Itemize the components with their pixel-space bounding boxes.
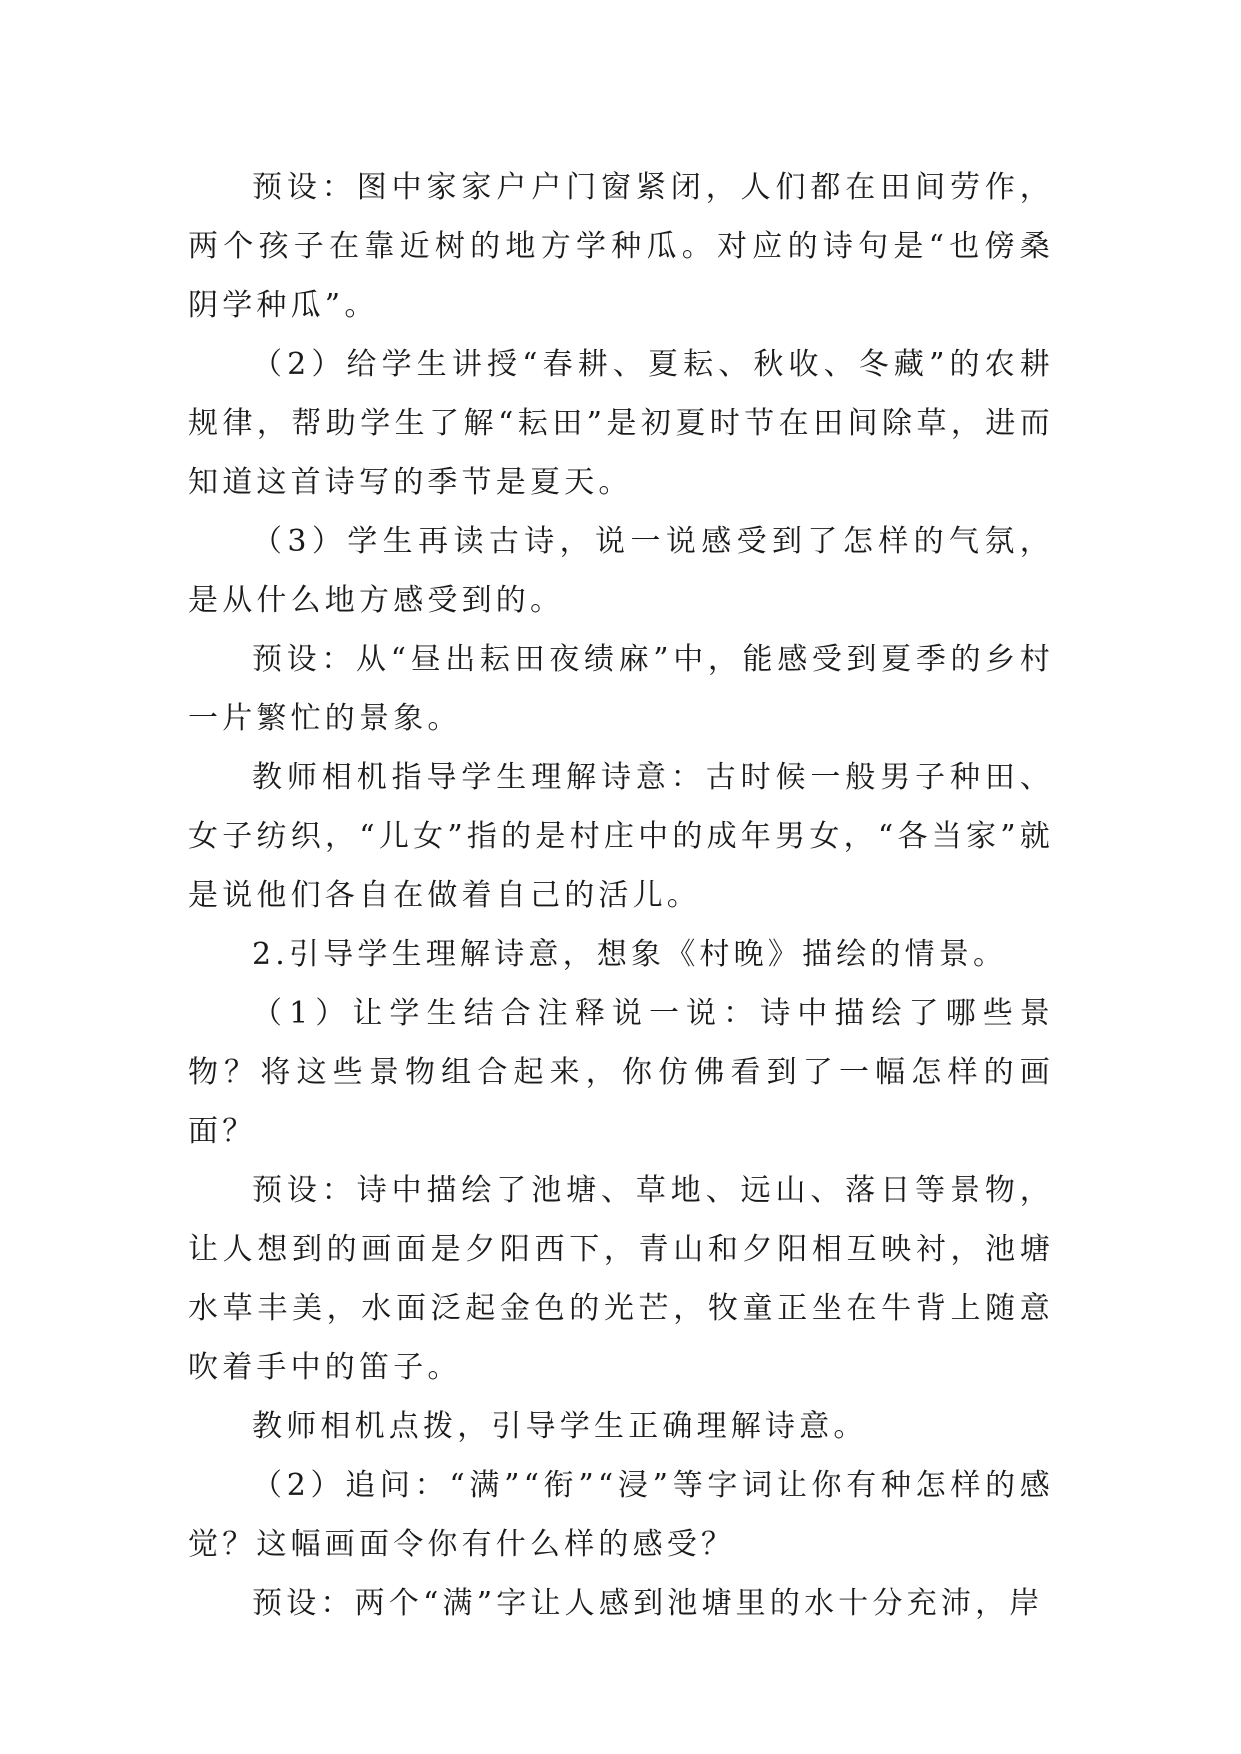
paragraph-step-1: （1）让学生结合注释说一说：诗中描绘了哪些景物？将这些景物组合起来，你仿佛看到了一幅怎样的画面？ [188, 996, 1054, 1149]
paragraph-preset-2: 预设：从“昼出耘田夜绩麻”中，能感受到夏季的乡村一片繁忙的景象。 [188, 642, 1054, 736]
paragraph-section-2: 2.引导学生理解诗意，想象《村晚》描绘的情景。 [252, 937, 1008, 972]
document-body [188, 158, 1054, 1633]
paragraph-preset-4: 预设：两个“满”字让人感到池塘里的水十分充沛，岸 [252, 1586, 1044, 1621]
paragraph-step-3: （3）学生再读古诗，说一说感受到了怎样的气氛，是从什么地方感受到的。 [188, 524, 1054, 618]
paragraph-preset-3: 预设：诗中描绘了池塘、草地、远山、落日等景物，让人想到的画面是夕阳西下，青山和夕阳相互映衬，池塘水草丰美，水面泛起金色的光芒，牧童正坐在牛背上随意吹着手中的笛子。 [188, 1173, 1054, 1385]
paragraph-preset-1: 预设：图中家家户户门窗紧闭，人们都在田间劳作，两个孩子在靠近树的地方学种瓜。对应的诗句是“也傍桑阴学种瓜”。 [188, 170, 1054, 323]
paragraph-step-2: （2）给学生讲授“春耕、夏耘、秋收、冬藏”的农耕规律，帮助学生了解“耘田”是初夏时节在田间除草，进而知道这首诗写的季节是夏天。 [188, 347, 1054, 500]
paragraph-teacher-guide: 教师相机指导学生理解诗意：古时候一般男子种田、女子纺织，“儿女”指的是村庄中的成年男女，“各当家”就是说他们各自在做着自己的活儿。 [188, 760, 1054, 913]
paragraph-teacher-hint: 教师相机点拨，引导学生正确理解诗意。 [252, 1409, 868, 1444]
paragraph-followup-question: （2）追问：“满”“衔”“浸”等字词让你有种怎样的感觉？这幅画面令你有什么样的感受？ [188, 1468, 1054, 1562]
